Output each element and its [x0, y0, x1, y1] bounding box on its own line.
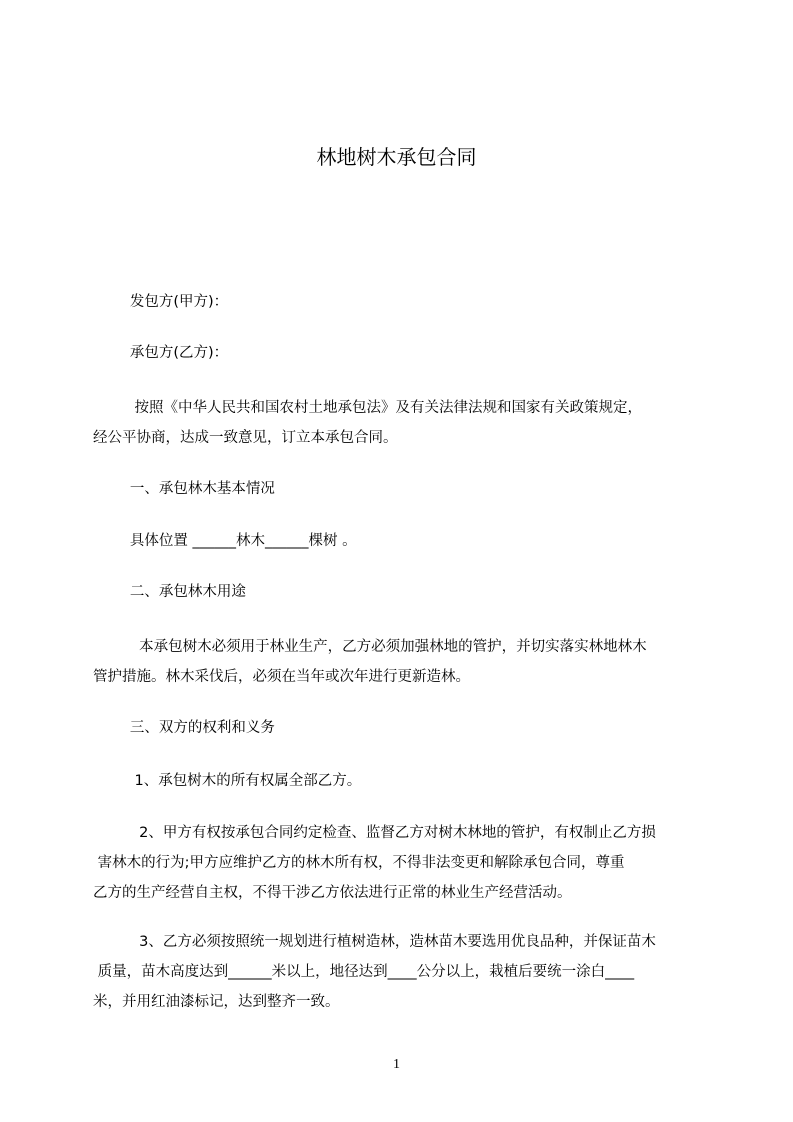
paragraph-line: 经公平协商，达成一致意见，订立本承包合同。 — [93, 430, 398, 446]
paragraph-line: 发包方(甲方)： — [93, 294, 229, 310]
preamble-paragraph — [93, 393, 703, 453]
paragraph-line: 质量，苗木高度达到______米以上，地径达到____公分以上，栽植后要统一涂白____ — [93, 964, 635, 980]
section-heading-2 — [93, 577, 703, 607]
paragraph-line: 按照《中华人民共和国农村土地承包法》及有关法律法规和国家有关政策规定， — [93, 400, 642, 416]
party-b-paragraph — [93, 338, 703, 368]
paragraph-line: 管护措施。林木采伐后，必须在当年或次年进行更新造林。 — [93, 669, 470, 685]
paragraph-line: 具体位置 ______林木______棵树 。 — [93, 533, 357, 549]
paragraph-line: 一、承包林木基本情况 — [93, 481, 275, 497]
paragraph-line: 乙方的生产经营自主权，不得干涉乙方依法进行正常的林业生产经营活动。 — [93, 885, 572, 901]
paragraph-line: 三、双方的权利和义务 — [93, 720, 275, 736]
page-number: 1 — [393, 1057, 400, 1072]
party-a-paragraph — [93, 287, 703, 317]
clause-1-paragraph — [93, 766, 703, 796]
clause-2-paragraph — [93, 818, 703, 908]
usage-paragraph — [93, 632, 703, 692]
section-heading-1 — [93, 474, 703, 504]
paragraph-line: 3、乙方必须按照统一规划进行植树造林，造林苗木要选用优良品种，并保证苗木 — [93, 934, 656, 950]
paragraph-line: 2、甲方有权按承包合同约定检查、监督乙方对树木林地的管护，有权制止乙方损 — [93, 825, 656, 841]
paragraph-line: 二、承包林木用途 — [93, 584, 246, 600]
paragraph-line: 1、承包树木的所有权属全部乙方。 — [93, 773, 362, 789]
document-title: 林地树木承包合同 — [316, 145, 477, 169]
location-paragraph — [93, 526, 703, 556]
paragraph-line: 本承包树木必须用于林业生产，乙方必须加强林地的管护，并切实落实林地林木 — [93, 639, 647, 655]
paragraph-line: 承包方(乙方)： — [93, 345, 229, 361]
paragraph-line: 害林木的行为;甲方应维护乙方的林木所有权，不得非法变更和解除承包合同，尊重 — [93, 855, 625, 871]
section-heading-3 — [93, 713, 703, 743]
clause-3-paragraph — [93, 927, 703, 1017]
paragraph-line: 米，并用红油漆标记，达到整齐一致。 — [93, 994, 340, 1010]
